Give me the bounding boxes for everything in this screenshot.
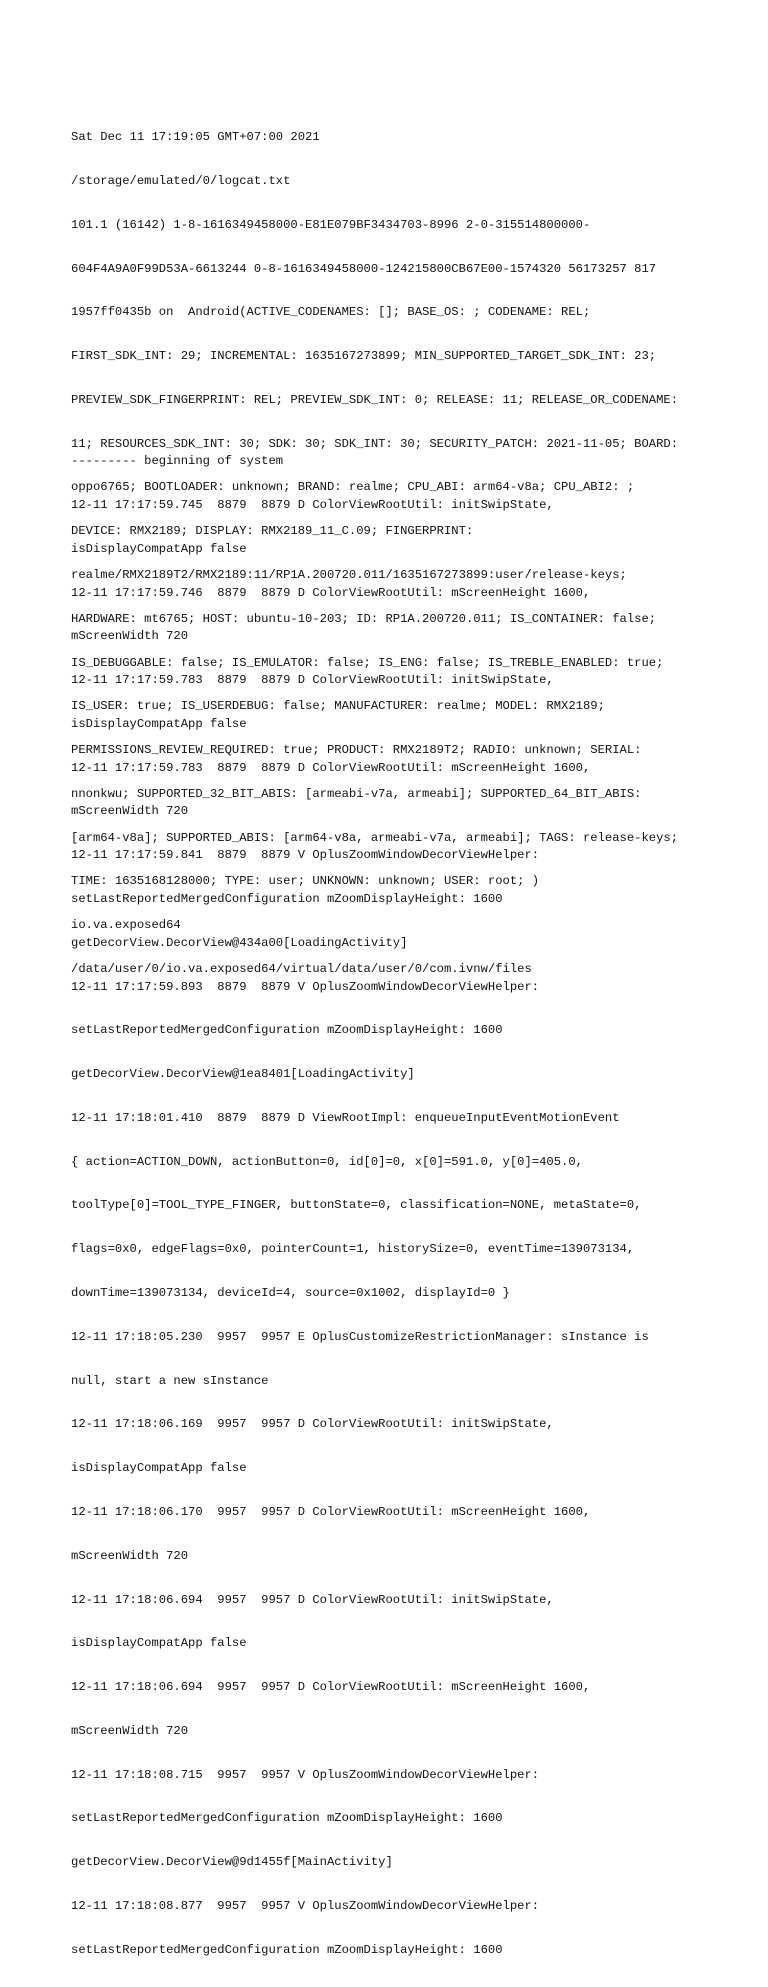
build-info-line: realme/RMX2189T2/RMX2189:11/RP1A.200720.011/1635167273899:user/release-keys; [71, 568, 627, 582]
log-line: isDisplayCompatApp false [71, 1636, 247, 1651]
log-line: setLastReportedMergedConfiguration mZoomDisplayHeight: 1600 [71, 1942, 503, 1957]
log-line: 12-11 17:17:59.745 8879 8879 D ColorViewRootUtil: initSwipState, [71, 497, 554, 512]
log-line: downTime=139073134, deviceId=4, source=0x1002, displayId=0 } [71, 1286, 510, 1301]
log-line: mScreenWidth 720 [71, 1723, 189, 1738]
log-line: isDisplayCompatApp false [71, 716, 247, 731]
build-info-line: FIRST_SDK_INT: 29; INCREMENTAL: 1635167273899; MIN_SUPPORTED_TARGET_SDK_INT: 23; [71, 349, 657, 364]
build-info-line: 11; RESOURCES_SDK_INT: 30; SDK: 30; SDK_INT: 30; SECURITY_PATCH: 2021-11-05; BOARD: [71, 436, 679, 451]
build-info-line: PREVIEW_SDK_FINGERPRINT: REL; PREVIEW_SDK_INT: 0; RELEASE: 11; RELEASE_OR_CODENAME: [71, 392, 679, 407]
log-line: 12-11 17:18:08.877 9957 9957 V OplusZoomWindowDecorViewHelper: [71, 1898, 540, 1913]
build-info-line: 604F4A9A0F99D53A-6613244 0-8-1616349458000-124215800CB67E00-1574320 56173257 817 [71, 261, 657, 276]
log-line: setLastReportedMergedConfiguration mZoomDisplayHeight: 1600 [71, 1023, 503, 1038]
log-line: mScreenWidth 720 [71, 629, 189, 644]
package-name: io.va.exposed64 [71, 918, 181, 933]
build-info-line: oppo6765; BOOTLOADER: unknown; BRAND: realme; CPU_ABI: arm64-v8a; CPU_ABI2: ; [71, 480, 635, 495]
log-line: mScreenWidth 720 [71, 804, 189, 819]
log-line: null, start a new sInstance [71, 1373, 269, 1388]
log-line: isDisplayCompatApp false [71, 541, 247, 556]
build-info-line: 1957ff0435b on Android(ACTIVE_CODENAMES: []; BASE_OS: ; CODENAME: REL; [71, 305, 591, 320]
log-line: getDecorView.DecorView@1ea8401[LoadingActivity] [71, 1067, 415, 1082]
build-info-line: 101.1 (16142) 1-8-1616349458000-E81E079BF3434703-8996 2-0-315514800000- [71, 217, 591, 232]
log-date: Sat Dec 11 17:19:05 GMT+07:00 2021 [71, 130, 320, 145]
log-line: getDecorView.DecorView@434a00[LoadingActivity] [71, 935, 408, 950]
log-line: 12-11 17:18:08.715 9957 9957 V OplusZoomWindowDecorViewHelper: [71, 1767, 540, 1782]
log-line: 12-11 17:17:59.893 8879 8879 V OplusZoomWindowDecorViewHelper: [71, 979, 540, 994]
log-line: 12-11 17:18:06.169 9957 9957 D ColorViewRootUtil: initSwipState, [71, 1417, 554, 1432]
log-line: 12-11 17:18:06.694 9957 9957 D ColorViewRootUtil: mScreenHeight 1600, [71, 1680, 591, 1695]
log-line: 12-11 17:18:06.694 9957 9957 D ColorViewRootUtil: initSwipState, [71, 1592, 554, 1607]
package-data-path: /data/user/0/io.va.exposed64/virtual/data/user/0/com.ivnw/files [71, 962, 532, 977]
build-info-line: HARDWARE: mt6765; HOST: ubuntu-10-203; ID: RP1A.200720.011; IS_CONTAINER: false; [71, 611, 657, 626]
log-line: setLastReportedMergedConfiguration mZoomDisplayHeight: 1600 [71, 892, 503, 906]
build-info-line: [arm64-v8a]; SUPPORTED_ABIS: [arm64-v8a, armeabi-v7a, armeabi]; TAGS: release-keys; [71, 830, 679, 845]
log-line: 12-11 17:18:01.410 8879 8879 D ViewRootImpl: enqueueInputEventMotionEvent [71, 1110, 620, 1125]
log-line: toolType[0]=TOOL_TYPE_FINGER, buttonState=0, classification=NONE, metaState=0, [71, 1198, 642, 1213]
build-info-line: nnonkwu; SUPPORTED_32_BIT_ABIS: [armeabi-v7a, armeabi]; SUPPORTED_64_BIT_ABIS: [71, 786, 642, 801]
log-line: mScreenWidth 720 [71, 1548, 189, 1563]
build-info-line: PERMISSIONS_REVIEW_REQUIRED: true; PRODUCT: RMX2189T2; RADIO: unknown; SERIAL: [71, 743, 642, 758]
build-info-line: IS_USER: true; IS_USERDEBUG: false; MANUFACTURER: realme; MODEL: RMX2189; [71, 699, 605, 714]
log-line: 12-11 17:18:06.170 9957 9957 D ColorViewRootUtil: mScreenHeight 1600, [71, 1504, 591, 1519]
system-log [71, 425, 711, 1987]
build-info-line: TIME: 1635168128000; TYPE: user; UNKNOWN: unknown; USER: root; ) [71, 874, 540, 889]
log-line: 12-11 17:17:59.841 8879 8879 V OplusZoomWindowDecorViewHelper: [71, 848, 540, 863]
log-line: setLastReportedMergedConfiguration mZoomDisplayHeight: 1600 [71, 1811, 503, 1826]
log-line: 12-11 17:17:59.746 8879 8879 D ColorViewRootUtil: mScreenHeight 1600, [71, 585, 591, 600]
log-line: flags=0x0, edgeFlags=0x0, pointerCount=1, historySize=0, eventTime=139073134, [71, 1242, 635, 1257]
log-line: 12-11 17:17:59.783 8879 8879 D ColorViewRootUtil: mScreenHeight 1600, [71, 760, 591, 775]
log-line: isDisplayCompatApp false [71, 1461, 247, 1476]
build-info-line: DEVICE: RMX2189; DISPLAY: RMX2189_11_C.09; FINGERPRINT: [71, 524, 474, 539]
log-file-path: /storage/emulated/0/logcat.txt [71, 173, 291, 188]
log-line: 12-11 17:18:05.230 9957 9957 E OplusCustomizeRestrictionManager: sInstance is [71, 1329, 649, 1344]
log-line: 12-11 17:17:59.783 8879 8879 D ColorViewRootUtil: initSwipState, [71, 673, 554, 688]
system-log-separator: --------- beginning of system [71, 454, 284, 469]
build-info-line: IS_DEBUGGABLE: false; IS_EMULATOR: false; IS_ENG: false; IS_TREBLE_ENABLED: true; [71, 655, 664, 670]
log-line: { action=ACTION_DOWN, actionButton=0, id[0]=0, x[0]=591.0, y[0]=405.0, [71, 1154, 583, 1169]
log-line: getDecorView.DecorView@9d1455f[MainActivity] [71, 1855, 393, 1870]
